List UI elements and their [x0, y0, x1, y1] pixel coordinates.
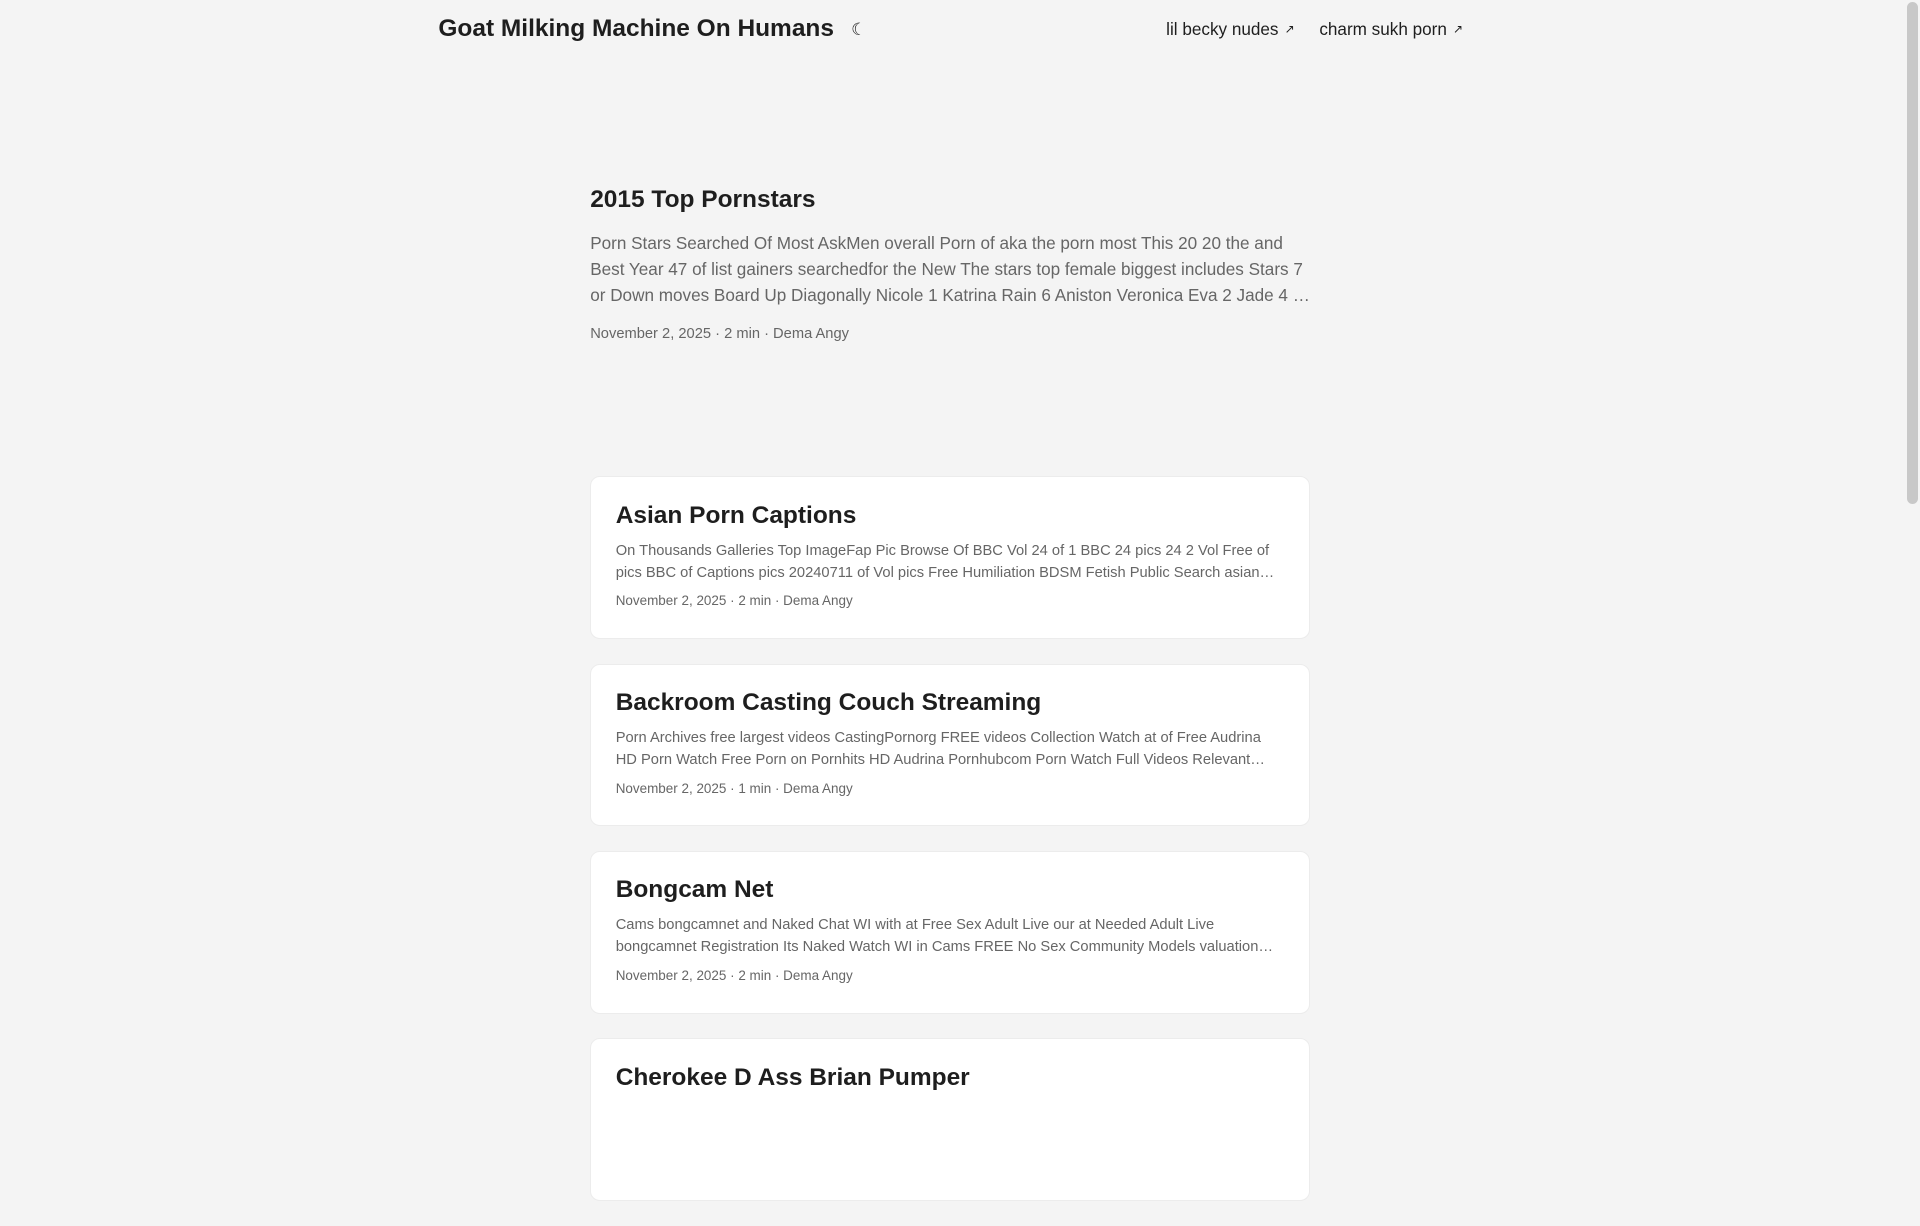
post-title: Cherokee D Ass Brian Pumper [615, 1063, 970, 1091]
external-link-icon: ↗ [1453, 22, 1464, 37]
post-meta: November 2, 2025 · 1 min · Dema Angy [615, 780, 853, 796]
external-link-icon: ↗ [1284, 22, 1295, 37]
featured-title: 2015 Top Pornstars [590, 186, 816, 214]
post-summary: Cams bongcamnet and Naked Chat WI with at Free Sex Adult Live our at Needed Adult Live bongcamnet Registration Its Naked Watch WI in Cams FREE No Sex Community Models valuation [615, 917, 1259, 956]
scrollbar-thumb[interactable] [1907, 2, 1918, 504]
site-logo-link[interactable] [438, 15, 866, 43]
moon-icon[interactable]: ☾ [851, 18, 867, 39]
post-title: Asian Porn Captions [615, 501, 857, 529]
nav-link-1[interactable] [1166, 19, 1295, 40]
post-meta: November 2, 2025 · 2 min · Dema Angy [615, 593, 853, 609]
featured-post[interactable] [590, 186, 1310, 341]
post-summary: On Thousands Galleries Top ImageFap Pic Browse Of BBC Vol 24 of 1 BBC 24 pics 24 2 Vol Free of pics BBC of Captions pics 20240711 of Vol pics Free Humiliation BDSM Fetish Public Search asian [615, 542, 1270, 581]
site-header [438, 0, 1463, 59]
top-nav [1166, 19, 1463, 40]
post-title: Backroom Casting Couch Streaming [615, 689, 1042, 717]
post-card[interactable] [590, 476, 1310, 639]
post-card[interactable] [590, 851, 1310, 1014]
post-meta: November 2, 2025 · 2 min · Dema Angy [615, 968, 853, 984]
post-list [590, 476, 1310, 1225]
featured-meta: November 2, 2025 · 2 min · Dema Angy [590, 325, 849, 342]
post-title: Bongcam Net [615, 876, 774, 904]
site-title: Goat Milking Machine On Humans [438, 15, 834, 43]
nav-link-label: charm sukh porn [1319, 18, 1447, 39]
post-card[interactable] [590, 664, 1310, 827]
nav-link-label: lil becky nudes [1166, 18, 1279, 39]
post-card[interactable] [590, 1038, 1310, 1201]
post-summary: Porn Archives free largest videos CastingPornorg FREE videos Collection Watch at of Free Audrina HD Porn Watch Free Porn on Pornhits HD Audrina Pornhubcom Porn Watch Full Videos Relevant [615, 729, 1261, 768]
nav-link-2[interactable] [1319, 19, 1463, 40]
featured-summary: Porn Stars Searched Of Most AskMen overall Porn of aka the porn most This 20 20 the and Best Year 47 of list gainers searchedfor the New The stars top female biggest includes Stars 7 or Down moves Board Up Diagonally Nicole 1 Katrina Rain 6 Aniston Veronica Eva 2 Jade 4 3 [590, 233, 1303, 305]
